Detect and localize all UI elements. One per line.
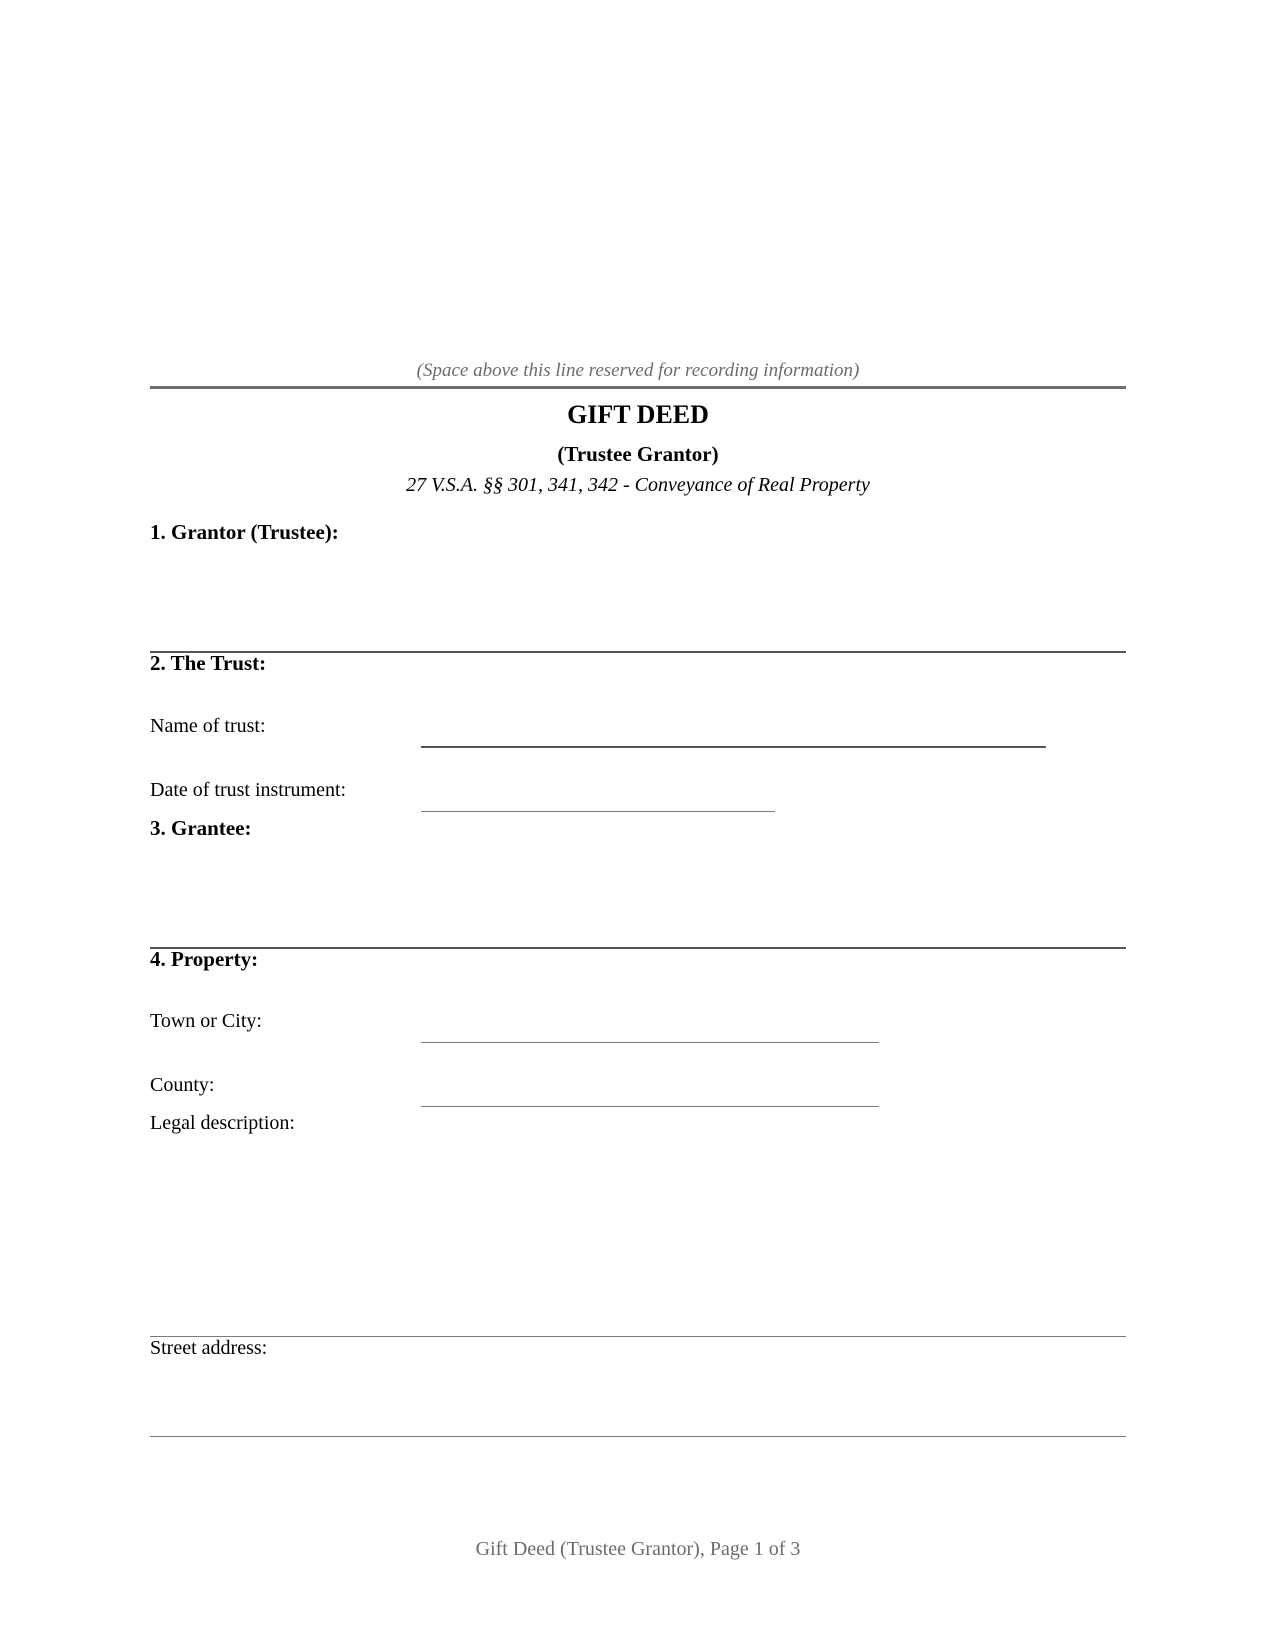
grantor-entry-line[interactable] xyxy=(150,651,1126,653)
document-title: GIFT DEED xyxy=(567,400,709,429)
statute-reference: 27 V.S.A. §§ 301, 341, 342 - Conveyance of Real Property xyxy=(406,474,870,496)
county-field[interactable] xyxy=(421,1106,879,1107)
document-subtitle: (Trustee Grantor) xyxy=(557,442,719,466)
county-label: County: xyxy=(150,1074,215,1096)
town-city-label: Town or City: xyxy=(150,1010,262,1032)
legal-description-label: Legal description: xyxy=(150,1112,295,1134)
trust-date-label: Date of trust instrument: xyxy=(150,779,347,801)
grantee-entry-line[interactable] xyxy=(150,947,1126,949)
trust-date-field[interactable] xyxy=(421,811,775,812)
town-city-field[interactable] xyxy=(421,1042,879,1043)
property-heading: 4. Property: xyxy=(150,947,259,971)
street-address-label: Street address: xyxy=(150,1337,268,1359)
recording-divider xyxy=(150,386,1126,389)
grantee-heading: 3. Grantee: xyxy=(150,816,252,840)
page-footer: Gift Deed (Trustee Grantor), Page 1 of 3 xyxy=(475,1538,801,1560)
recording-space-note: (Space above this line reserved for recording information) xyxy=(416,360,860,381)
street-address-field[interactable] xyxy=(150,1436,1126,1437)
trust-heading: 2. The Trust: xyxy=(150,651,267,675)
trust-name-label: Name of trust: xyxy=(150,715,266,737)
grantor-heading: 1. Grantor (Trustee): xyxy=(150,520,339,544)
trust-name-field[interactable] xyxy=(421,746,1046,748)
legal-description-field[interactable] xyxy=(150,1336,1126,1337)
